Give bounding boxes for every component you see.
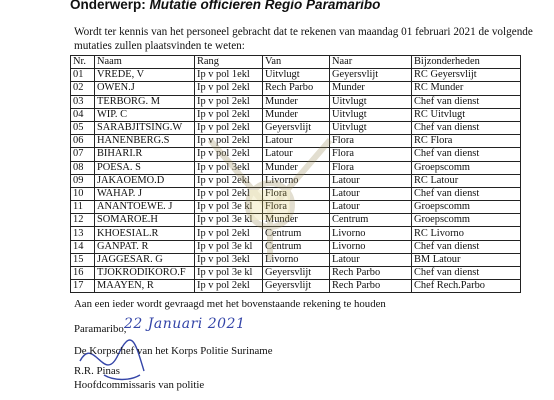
- table-cell: Latour: [263, 148, 330, 161]
- table-cell: TERBORG. M: [95, 95, 195, 108]
- table-cell: Ip v pol 2ekl: [195, 148, 263, 161]
- table-row: [71, 201, 521, 214]
- table-cell: JAGGESAR. G: [95, 253, 195, 266]
- table-cell: Rech Parbo: [330, 280, 412, 293]
- table-cell: 02: [71, 82, 95, 95]
- table-row: [71, 187, 521, 200]
- table-cell: Munder: [330, 82, 412, 95]
- table-cell: Geyersvlijt: [263, 267, 330, 280]
- table-cell: Ip v pol 2ekl: [195, 187, 263, 200]
- handwritten-date: 22 Januari 2021: [124, 316, 246, 332]
- table-cell: RC Munder: [412, 82, 521, 95]
- table-cell: Ip v pol 2ekl: [195, 227, 263, 240]
- table-row: [71, 240, 521, 253]
- table-cell: 13: [71, 227, 95, 240]
- table-cell: Flora: [263, 187, 330, 200]
- table-cell: 15: [71, 253, 95, 266]
- table-cell: Chef van dienst: [412, 148, 521, 161]
- table-cell: Geyersvlijt: [263, 121, 330, 134]
- table-cell: RC Uitvlugt: [412, 108, 521, 121]
- table-cell: RC Geyersvlijt: [412, 69, 521, 82]
- table-cell: Ip v pol 2ekl: [195, 121, 263, 134]
- table-cell: KHOESIAL.R: [95, 227, 195, 240]
- table-cell: Chef Rech.Parbo: [412, 280, 521, 293]
- table-cell: Rech Parbo: [263, 82, 330, 95]
- table-cell: 05: [71, 121, 95, 134]
- table-cell: WIP. C: [95, 108, 195, 121]
- table-cell: Latour: [263, 135, 330, 148]
- subject-line: [70, 0, 380, 12]
- table-cell: Latour: [330, 174, 412, 187]
- table-cell: Chef van dienst: [412, 267, 521, 280]
- table-header-cell: Bijzonderheden: [412, 56, 521, 69]
- table-cell: Ip v pol 3e kl: [195, 240, 263, 253]
- table-row: [71, 253, 521, 266]
- table-cell: Ip v pol 2ekl: [195, 174, 263, 187]
- table-row: [71, 95, 521, 108]
- table-cell: POESA. S: [95, 161, 195, 174]
- table-cell: Uitvlugt: [263, 69, 330, 82]
- table-row: [71, 214, 521, 227]
- table-cell: SOMAROE.H: [95, 214, 195, 227]
- table-row: [71, 108, 521, 121]
- table-row: [71, 148, 521, 161]
- table-cell: Munder: [263, 161, 330, 174]
- table-cell: HANENBERG.S: [95, 135, 195, 148]
- table-cell: 08: [71, 161, 95, 174]
- table-cell: Groepscomm: [412, 214, 521, 227]
- table-cell: Ip v pol 2ekl: [195, 280, 263, 293]
- table-row: [71, 280, 521, 293]
- table-cell: Uitvlugt: [330, 95, 412, 108]
- table-cell: Munder: [263, 214, 330, 227]
- table-cell: Geyersvlijt: [330, 69, 412, 82]
- table-cell: VREDE, V: [95, 69, 195, 82]
- table-cell: Ip v pol 3e kl: [195, 201, 263, 214]
- closing-sentence: Aan een ieder wordt gevraagd met het bovenstaande rekening te houden: [74, 298, 386, 310]
- table-cell: Ip v pol 2ekl: [195, 95, 263, 108]
- table-cell: Flora: [330, 135, 412, 148]
- table-cell: 11: [71, 201, 95, 214]
- table-cell: BM Latour: [412, 253, 521, 266]
- table-cell: Groepscomm: [412, 201, 521, 214]
- table-cell: 12: [71, 214, 95, 227]
- signatory-name: R.R. Pinas: [74, 365, 120, 377]
- table-cell: Ip v pol 2ekl: [195, 135, 263, 148]
- table-cell: Rech Parbo: [330, 267, 412, 280]
- table-cell: Latour: [330, 201, 412, 214]
- table-cell: Livorno: [263, 174, 330, 187]
- table-cell: TJOKRODIKORO.F: [95, 267, 195, 280]
- table-row: [71, 227, 521, 240]
- place-label: Paramaribo,: [74, 323, 127, 335]
- table-cell: Livorno: [263, 253, 330, 266]
- table-cell: Uitvlugt: [330, 108, 412, 121]
- table-cell: MAAYEN, R: [95, 280, 195, 293]
- table-cell: Uitvlugt: [330, 121, 412, 134]
- mutations-table: [70, 55, 521, 293]
- table-cell: Centrum: [263, 227, 330, 240]
- table-cell: 17: [71, 280, 95, 293]
- table-row: [71, 174, 521, 187]
- table-cell: Flora: [330, 148, 412, 161]
- table-cell: RC Latour: [412, 174, 521, 187]
- table-cell: JAKAOEMO.D: [95, 174, 195, 187]
- subject-text: Mutatie officieren Regio Paramaribo: [149, 0, 381, 12]
- table-cell: 10: [71, 187, 95, 200]
- table-cell: BIHARI.R: [95, 148, 195, 161]
- table-cell: Chef van dienst: [412, 187, 521, 200]
- table-cell: Ip v pol 3ekl: [195, 253, 263, 266]
- table-cell: Latour: [330, 253, 412, 266]
- subject-label: Onderwerp:: [70, 0, 146, 12]
- table-header-cell: Rang: [195, 56, 263, 69]
- table-cell: Flora: [330, 161, 412, 174]
- table-cell: 09: [71, 174, 95, 187]
- table-cell: GANPAT. R: [95, 240, 195, 253]
- table-cell: Centrum: [330, 214, 412, 227]
- chief-title: De Korpschef van het Korps Politie Suriname: [74, 345, 273, 357]
- table-cell: ANANTOEWE. J: [95, 201, 195, 214]
- table-cell: Ip v pol 1ekl: [195, 69, 263, 82]
- table-cell: Ip v pol 2ekl: [195, 82, 263, 95]
- table-cell: Ip v pol 3e kl: [195, 214, 263, 227]
- table-row: [71, 267, 521, 280]
- table-cell: 03: [71, 95, 95, 108]
- table-row: [71, 69, 521, 82]
- table-cell: 04: [71, 108, 95, 121]
- table-cell: Centrum: [263, 240, 330, 253]
- table-cell: Ip v pol 3ekl: [195, 161, 263, 174]
- intro-paragraph: Wordt ter kennis van het personeel gebracht dat te rekenen van maandag 01 februari 2021 de volgende mutaties zullen plaatsvinden te weten:: [74, 26, 533, 52]
- table-header-cell: Naam: [95, 56, 195, 69]
- table-row: [71, 135, 521, 148]
- table-cell: 16: [71, 267, 95, 280]
- table-cell: Munder: [263, 108, 330, 121]
- table-cell: 07: [71, 148, 95, 161]
- table-cell: Livorno: [330, 227, 412, 240]
- table-header-cell: Nr.: [71, 56, 95, 69]
- table-header-row: [71, 56, 521, 69]
- table-cell: Latour: [330, 187, 412, 200]
- table-cell: WAHAP. J: [95, 187, 195, 200]
- signatory-role: Hoofdcommissaris van politie: [74, 379, 205, 391]
- table-cell: SARABJITSING.W: [95, 121, 195, 134]
- table-cell: RC Flora: [412, 135, 521, 148]
- table-cell: Ip v pol 3e kl: [195, 267, 263, 280]
- table-cell: RC Livorno: [412, 227, 521, 240]
- table-cell: Geyersvlijt: [263, 280, 330, 293]
- table-cell: Ip v pol 2ekl: [195, 108, 263, 121]
- table-row: [71, 82, 521, 95]
- table-row: [71, 121, 521, 134]
- table-cell: Flora: [263, 201, 330, 214]
- table-cell: Livorno: [330, 240, 412, 253]
- table-header-cell: Naar: [330, 56, 412, 69]
- table-cell: 06: [71, 135, 95, 148]
- table-cell: Munder: [263, 95, 330, 108]
- table-cell: OWEN.J: [95, 82, 195, 95]
- table-cell: Chef van dienst: [412, 121, 521, 134]
- table-cell: Chef van dienst: [412, 95, 521, 108]
- table-header-cell: Van: [263, 56, 330, 69]
- table-cell: Chef van dienst: [412, 240, 521, 253]
- table-cell: Groepscomm: [412, 161, 521, 174]
- table-cell: 14: [71, 240, 95, 253]
- table-cell: 01: [71, 69, 95, 82]
- table-row: [71, 161, 521, 174]
